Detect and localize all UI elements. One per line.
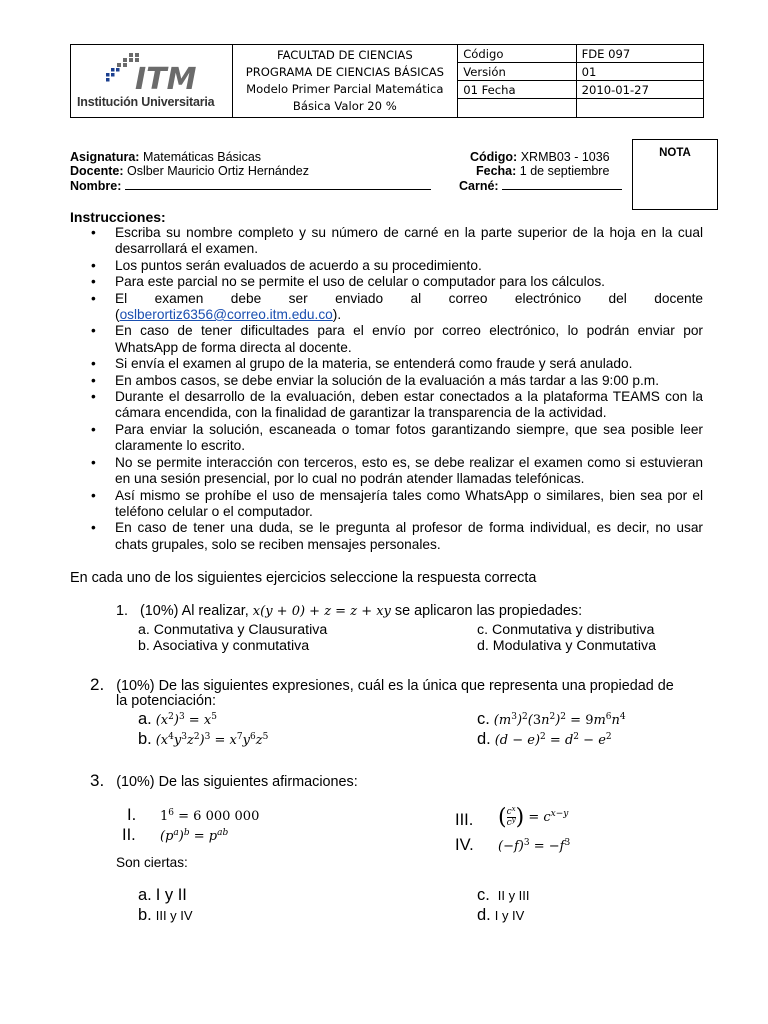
instruction-item: • No se permite interacción con terceros, esto es, se debe realizar el examen como si estuvieran en una sesión presencial, por lo cual no podrán atender llamadas telefónicas.: [70, 455, 703, 488]
option-letter: b.: [138, 906, 152, 924]
option-letter: d.: [477, 906, 491, 924]
instruction-item: • En caso de tener dificultades para el envío por correo electrónico, lo podrán enviar por WhatsApp de forma directa al docente.: [70, 323, 703, 356]
logo-cell: [71, 45, 233, 118]
question-number: 2.: [90, 675, 105, 694]
q3-option-a[interactable]: [138, 886, 187, 905]
q1-option-d[interactable]: d. Modulativa y Conmutativa: [477, 638, 657, 654]
fecha-info-value: 1 de septiembre: [519, 164, 610, 178]
logo-subtitle: Institución Universitaria: [77, 95, 215, 109]
question-2-line2: la potenciación:: [116, 693, 217, 709]
son-ciertas: Son ciertas:: [116, 855, 188, 870]
fecha-label: 01 Fecha: [458, 81, 576, 99]
instruction-item: • Escriba su nombre completo y su número de carné en la parte superior de la hoja en la cual desarrollará el examen.: [70, 225, 703, 258]
fecha-info-label: Fecha:: [476, 164, 517, 178]
option-text: III y IV: [155, 908, 193, 923]
faculty-line: Básica Valor 20 %: [292, 99, 397, 113]
math-expression: $(x^4y^3z^2)^3 = x^7y^6z^5$: [155, 732, 269, 748]
empty-cell: [576, 99, 703, 118]
email-paren: ).: [332, 307, 342, 323]
nombre-field[interactable]: [125, 178, 431, 190]
instruction-item: • Así mismo se prohíbe el uso de mensajería tales como WhatsApp o similares, bien sea por el teléfono celular o el computador.: [70, 488, 703, 521]
instruction-item: • En caso de tener una duda, se le pregunta al profesor de forma individual, es decir, no usar chats grupales, solo se reciben mensajes personales.: [70, 520, 703, 553]
codigo-row: [470, 150, 610, 165]
instructions-title: Instrucciones:: [70, 209, 166, 225]
question-text: (10%) De las siguientes afirmaciones:: [116, 774, 358, 790]
docente-email-link[interactable]: oslberortiz6356@correo.itm.edu.co: [119, 307, 333, 323]
faculty-line: FACULTAD DE CIENCIAS: [276, 48, 413, 62]
q3-option-c[interactable]: [477, 886, 530, 905]
q2-option-d[interactable]: [477, 730, 612, 749]
svg-text:ITM: ITM: [135, 62, 197, 93]
option-letter: c.: [477, 710, 490, 728]
instruction-item: • Para este parcial no se permite el uso de celular o computador para los cálculos.: [70, 274, 703, 290]
instruction-item: • Para enviar la solución, escaneada o tomar fotos garantizando siempre, que sea posible leer claramente lo escrito.: [70, 422, 703, 455]
math-expression: $(x^2)^3 = x^5$: [155, 712, 217, 728]
nota-box: [632, 139, 718, 210]
instruction-item: [70, 291, 703, 324]
carne-field[interactable]: [502, 178, 622, 190]
option-letter: b.: [138, 730, 152, 748]
itm-logo-icon: [101, 51, 211, 93]
question-number: 1.: [116, 603, 129, 619]
statement-ii: $(p^a)^b = p^{ab}$: [160, 828, 229, 844]
question-text: se aplicaron las propiedades:: [390, 603, 583, 619]
codigo-info-label: Código:: [470, 150, 518, 164]
statement-ii-label: II.: [122, 826, 136, 844]
q2-option-c[interactable]: [477, 710, 626, 729]
version-label: Versión: [458, 63, 576, 81]
docente-label: Docente:: [70, 164, 124, 178]
asignatura-value: Matemáticas Básicas: [142, 150, 262, 164]
nombre-label: Nombre:: [70, 179, 122, 193]
math-expression: x(y + 0) + z = z + xy: [252, 604, 391, 619]
question-number: 3.: [90, 771, 105, 790]
codigo-label: Código: [458, 45, 576, 63]
statement-i-label: I.: [127, 806, 137, 824]
carne-label: Carné:: [459, 179, 499, 193]
statement-iii-label: III.: [455, 811, 474, 829]
statement-iv-label: IV.: [455, 836, 474, 854]
email-paren: (: [115, 307, 120, 323]
faculty-line: PROGRAMA DE CIENCIAS BÁSICAS: [245, 65, 444, 79]
option-text: II y III: [497, 888, 530, 903]
statement-i: $1^6 = 6$ 000 000: [160, 808, 260, 824]
statement-iv: $(-f)^3 = -f^3$: [498, 838, 571, 854]
q3-option-d[interactable]: [477, 906, 524, 925]
option-letter: d.: [477, 730, 491, 748]
question-text: (10%) De las siguientes expresiones, cuál es la única que representa una propiedad de: [116, 678, 674, 694]
fecha-row: [476, 164, 609, 179]
carne-row: [459, 178, 622, 194]
asignatura-label: Asignatura:: [70, 150, 140, 164]
math-expression: $(m^3)^2(3n^2)^2 = 9m^6n^4$: [493, 712, 626, 728]
instruction-text: El examen debe ser enviado al correo electrónico del docente: [115, 290, 703, 306]
fecha-value: 2010-01-27: [576, 81, 703, 99]
question-3: [90, 771, 358, 791]
faculty-cell: [232, 45, 458, 118]
instruction-item: • Los puntos serán evaluados de acuerdo a su procedimiento.: [70, 258, 703, 274]
exercises-lead: En cada uno de los siguientes ejercicios seleccione la respuesta correcta: [70, 570, 537, 586]
asignatura-row: [70, 150, 261, 165]
option-text: I y IV: [494, 908, 525, 923]
q1-option-c[interactable]: c. Conmutativa y distributiva: [477, 622, 655, 638]
codigo-value: FDE 097: [576, 45, 703, 63]
question-1: [116, 603, 582, 619]
instruction-item: • Si envía el examen al grupo de la materia, se entenderá como fraude y será anulado.: [70, 356, 703, 372]
math-expression: $(d - e)^2 = d^2 - e^2$: [494, 732, 612, 748]
nombre-row: [70, 178, 431, 194]
q2-option-b[interactable]: [138, 730, 268, 749]
question-2: [90, 675, 674, 695]
option-text: I y II: [155, 886, 187, 904]
option-letter: a.: [138, 710, 152, 728]
header-table: [70, 44, 704, 118]
option-letter: c.: [477, 886, 490, 904]
faculty-line: Modelo Primer Parcial Matemática: [246, 82, 444, 96]
statement-iii: ( $\frac{c^x}{c^y}$ ) = $c^{x-y}$: [498, 805, 569, 830]
instruction-item: • Durante el desarrollo de la evaluación, deben estar conectados a la plataforma TEAMS con la cámara encendida, con la finalidad de garantizar la transparencia de la actividad.: [70, 389, 703, 422]
empty-cell: [458, 99, 576, 118]
q2-option-a[interactable]: [138, 710, 217, 729]
codigo-info-value: XRMB03 - 1036: [520, 150, 610, 164]
docente-value: Oslber Mauricio Ortiz Hernández: [126, 164, 309, 178]
q1-option-a[interactable]: a. Conmutativa y Clausurativa: [138, 622, 328, 638]
docente-row: [70, 164, 309, 179]
instruction-item: • En ambos casos, se debe enviar la solución de la evaluación a más tardar a las 9:00 p.m.: [70, 373, 703, 389]
question-text: (10%) Al realizar,: [140, 603, 253, 619]
option-letter: a.: [138, 886, 152, 904]
instructions-list: [70, 225, 703, 553]
version-value: 01: [576, 63, 703, 81]
q1-option-b[interactable]: b. Asociativa y conmutativa: [138, 638, 310, 654]
q3-option-b[interactable]: [138, 906, 193, 925]
nota-label: NOTA: [659, 147, 691, 159]
